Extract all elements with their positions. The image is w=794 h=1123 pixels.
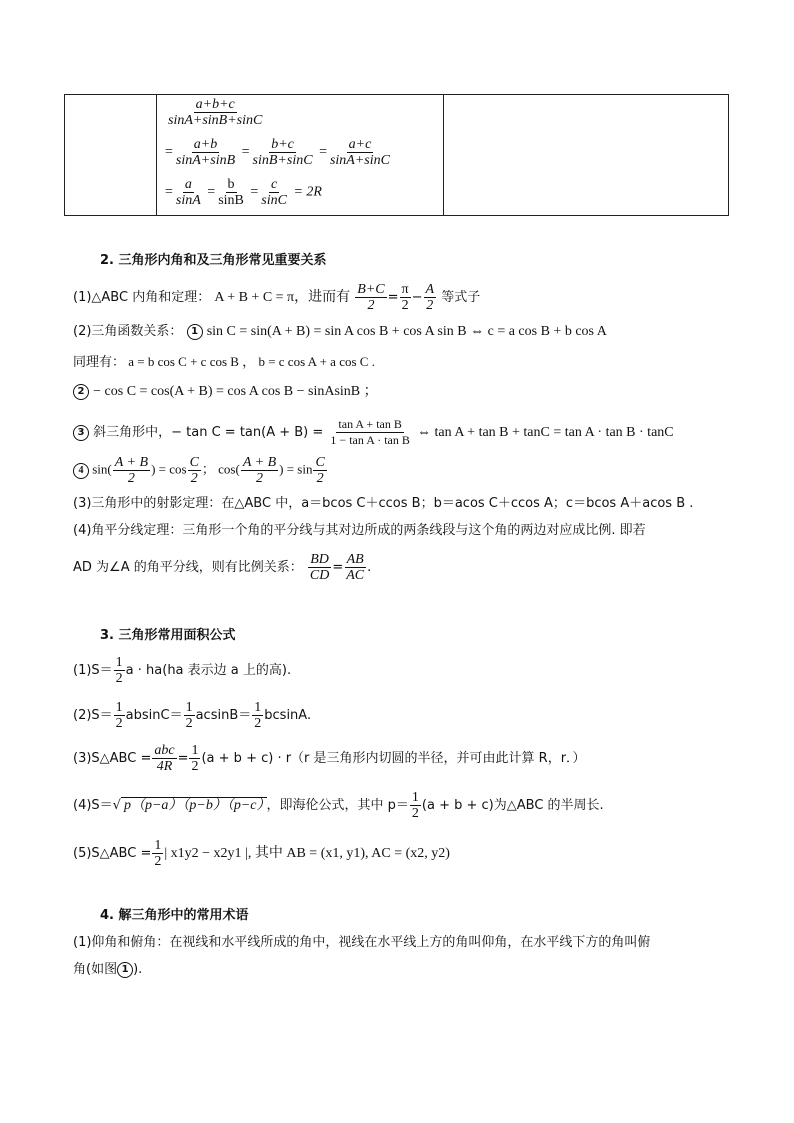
s4-line-1: (1)仰角和俯角：在视线和水平线所成的角中，视线在水平线上方的角叫仰角，在水平线下方的角叫俯 (73, 935, 651, 950)
formula: ； cos( (201, 461, 240, 477)
fraction-denominator: 2 (367, 298, 375, 313)
fraction-denominator: CD (309, 568, 330, 583)
table-row-2: = $\frac{a+b}{\sin A+\sin B}$ = $\frac{b+c}{\sin B+\sin C}$ = $\frac{a+c}{\sin A+\sin C}$ (165, 137, 390, 168)
fraction-numerator: 1 (115, 655, 123, 670)
text: absinC＝ (125, 708, 183, 723)
s2-line-3: 同理有： a = b cos C + c cos B ， b = c cos A + a cos C . (73, 354, 375, 369)
formula: ) = cos (151, 461, 187, 477)
fraction-denominator: 2 (115, 716, 123, 731)
fraction-denominator: 2 (115, 671, 123, 686)
fraction-numerator: b (227, 177, 235, 192)
circled-number-icon: 4 (73, 463, 89, 479)
formula: A + B + C = π，进而有 (214, 290, 351, 305)
text: (1)△ABC 内角和定理： (73, 290, 211, 305)
text: ，即海伦公式，其中 p＝ (266, 798, 409, 813)
text: (2)三角函数关系： (73, 324, 183, 339)
text: acsinB＝ (195, 708, 252, 723)
fraction-numerator: A (425, 282, 435, 297)
fraction-numerator: AB (346, 552, 364, 567)
s3-formula-4: (4)S＝√ p（p−a）（p−b）（p−c） ，即海伦公式，其中 p＝ $\frac{1}{2}$ (a + b + c)为△ABC 的半周长. (73, 790, 604, 821)
fraction-numerator: C (315, 455, 325, 470)
circled-number-icon: 1 (117, 962, 133, 978)
text: 等式子 (441, 290, 481, 305)
text: (1)S＝ (73, 663, 113, 678)
fraction-denominator: sinA+sinB (175, 153, 236, 168)
s2-line-9: AD 为∠A 的角平分线，则有比例关系： $\frac{BD}{CD}$ = $\frac{AB}{AC}$ . (73, 552, 372, 583)
text: (5)S△ABC = (73, 846, 152, 861)
fraction-numerator: 1 (115, 700, 123, 715)
text: AD 为∠A 的角平分线，则有比例关系： (73, 560, 303, 575)
fraction-numerator: 1 (411, 790, 419, 805)
formula-result: = 2R (293, 184, 322, 200)
formula: | x1y2 − x2y1 |, 其中 AB = (x1, y1), AC = (x2, y2) (164, 846, 450, 861)
fraction-denominator: 2 (185, 716, 193, 731)
formula: ⇔ tan A + tan B + tanC = tan A · tan B · tanC (417, 425, 674, 440)
s2-line-2 (73, 322, 607, 342)
text: 角(如图 (73, 962, 118, 977)
fraction-numerator: a+b (193, 137, 218, 152)
table-row-1 (165, 97, 265, 128)
text: ). (133, 962, 143, 977)
s2-line-5 (73, 417, 674, 448)
table-divider (443, 95, 444, 215)
fraction-denominator: sinC (261, 193, 287, 208)
circled-number-icon: 2 (73, 384, 89, 400)
text: (3)S△ABC = (73, 751, 152, 766)
fraction-denominator: sinA (175, 193, 201, 208)
fraction-numerator: b+c (271, 137, 294, 152)
s3-formula-3: (3)S△ABC = $\frac{\text{abc}}{4R}$ = $\frac{1}{2}$ (a + b + c) · r（r 是三角形内切圆的半径，并可由此计算 R，r．） (73, 743, 586, 774)
fraction-denominator: AC (346, 568, 365, 583)
fraction-numerator: tan A + tan B (338, 417, 402, 431)
circled-number-icon: 3 (73, 425, 89, 441)
fraction-numerator: π (401, 282, 409, 297)
fraction-numerator: c (271, 177, 278, 192)
formula: sin( (92, 461, 112, 477)
fraction-denominator: sinB+sinC (252, 153, 313, 168)
fraction-denominator: 2 (191, 759, 199, 774)
formula: 斜三角形中，− tan C = tan(A + B) = (93, 425, 324, 440)
fraction-numerator: BD (310, 552, 329, 567)
fraction-denominator: 2 (426, 298, 434, 313)
fraction-numerator: a+b+c (195, 97, 235, 112)
section-4-heading: 4. 解三角形中的常用术语 (100, 908, 249, 923)
formula-table (64, 94, 729, 216)
s2-line-4 (73, 382, 378, 402)
s2-line-8: (4)角平分线定理：三角形一个角的平分线与其对边所成的两条线段与这个角的两边对应成比例. 即若 (73, 523, 646, 538)
fraction-numerator: 1 (254, 700, 262, 715)
text: (a + b + c)为△ABC 的半周长. (421, 798, 604, 813)
circled-number-icon: 1 (187, 324, 203, 340)
formula: − cos C = cos(A + B) = cos A cos B − sinAsinB ； (93, 384, 378, 399)
formula: ) = sin (279, 461, 313, 477)
fraction-denominator: sinA+sinC (329, 153, 390, 168)
s2-line-1: (1)△ABC 内角和定理： A + B + C = π，进而有 $\frac{B+C}{2}$ = $\frac{\pi}{2}$ − $\frac{A}{2}$ 等式子 (73, 282, 481, 313)
fraction-denominator: 2 (255, 471, 263, 486)
fraction-denominator: 2 (401, 298, 409, 313)
fraction-numerator: a (184, 177, 192, 192)
s2-line-7: (3)三角形中的射影定理：在△ABC 中，a＝bcos C＋ccos B；b＝acos C＋ccos A；c＝bcos A＋acos B . (73, 496, 694, 511)
fraction-denominator: sinB (218, 193, 244, 208)
fraction-denominator: 2 (127, 471, 135, 486)
text: (4)S＝ (73, 798, 113, 813)
s3-formula-5 (73, 838, 450, 869)
fraction-denominator: 2 (411, 806, 419, 821)
fraction-denominator: 2 (190, 471, 198, 486)
fraction-numerator: A + B (114, 455, 149, 470)
s2-line-6 (73, 455, 328, 486)
text: bcsinA. (264, 708, 312, 723)
formula: sin C = sin(A + B) = sin A cos B + cos A sin B ⇔ c = a cos B + b cos A (206, 324, 607, 339)
section-2-heading: 2. 三角形内角和及三角形常见重要关系 (100, 253, 327, 268)
table-row-3: = $\frac{a}{\sin A}$ = $\frac{b}{\sin B}$ = $\frac{c}{\sin C}$ = 2R (165, 177, 322, 208)
text: (2)S＝ (73, 708, 113, 723)
fraction-denominator: 2 (316, 471, 324, 486)
fraction-numerator: a+c (348, 137, 372, 152)
table-divider (156, 95, 157, 215)
s4-line-2 (73, 960, 142, 980)
fraction-denominator: sinA+sinB+sinC (168, 113, 263, 128)
fraction-numerator: B+C (357, 282, 385, 297)
fraction-denominator: 1 − tan A · tan B (330, 433, 410, 447)
section-3-heading: 3. 三角形常用面积公式 (100, 628, 236, 643)
sqrt-expression: p（p−a）（p−b）（p−c） (121, 797, 267, 813)
text: (a + b + c) · r（r 是三角形内切圆的半径，并可由此计算 R，r．） (201, 751, 586, 766)
fraction-numerator: 1 (154, 838, 162, 853)
s3-formula-2 (73, 700, 311, 731)
fraction-numerator: C (189, 455, 199, 470)
fraction-numerator: 1 (191, 743, 199, 758)
text: a · ha(ha 表示边 a 上的高). (125, 663, 292, 678)
fraction-numerator: A + B (242, 455, 277, 470)
fraction-numerator: 1 (185, 700, 193, 715)
s3-formula-1 (73, 655, 291, 686)
fraction-denominator: 4R (156, 759, 173, 774)
fraction-denominator: 2 (154, 854, 162, 869)
fraction-denominator: 2 (254, 716, 262, 731)
fraction-numerator: abc (154, 743, 175, 758)
